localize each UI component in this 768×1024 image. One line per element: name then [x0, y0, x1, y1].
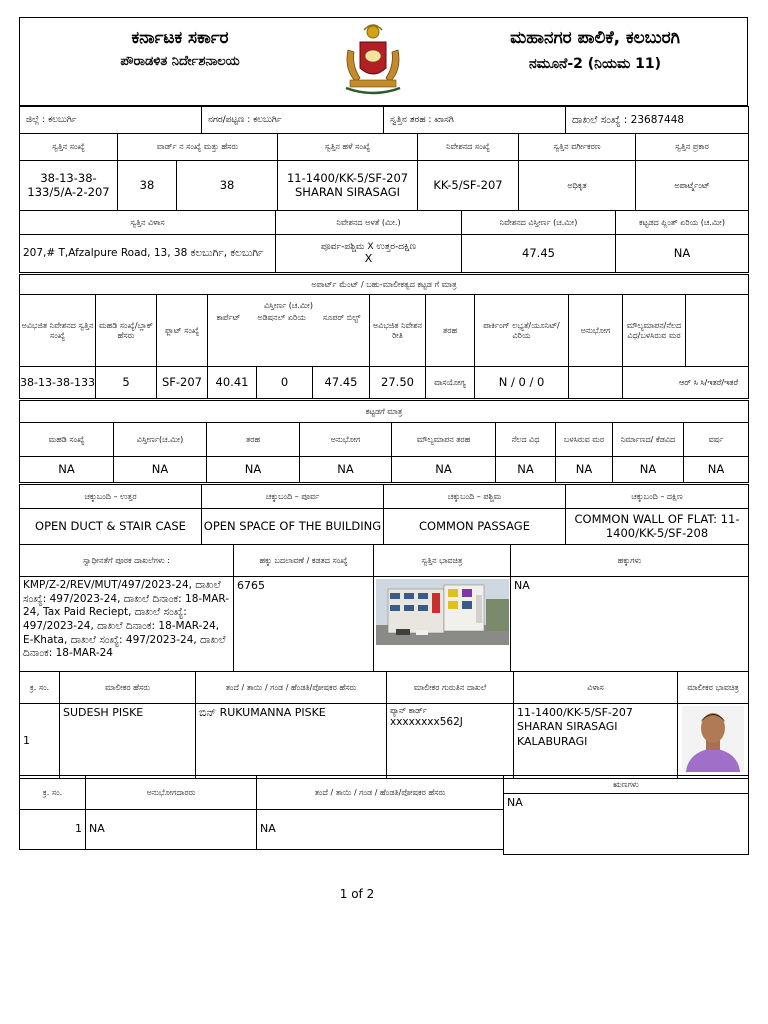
- govt-title: ಕರ್ನಾಟಕ ಸರ್ಕಾರ: [131, 28, 229, 48]
- bldg-header: ಅನುಭೋಗ: [300, 423, 392, 457]
- doc-number-cell: ದಾಖಲೆ ಸಂಖ್ಯೆ : 23687448: [566, 107, 749, 134]
- apt-header: ತರಹ: [426, 295, 475, 367]
- owner-relation: ಬಿನ್ RUKUMANNA PISKE: [196, 704, 387, 779]
- apt-header-blank: [686, 295, 749, 367]
- bldg-value: NA: [613, 457, 684, 483]
- boundary-south: COMMON WALL OF FLAT: 11-1400/KK-5/SF-208: [566, 509, 749, 545]
- apt-undivided-share: 27.50: [370, 367, 426, 399]
- address-table: [19, 210, 749, 273]
- owner-id: [387, 704, 514, 779]
- owner-name: SUDESH PISKE: [60, 704, 196, 779]
- property-number: 38-13-38-133/5/A-2-207: [20, 161, 118, 211]
- file-number: 6765: [234, 577, 374, 672]
- apt-floor: 5: [96, 367, 157, 399]
- apt-parking: N / 0 / 0: [475, 367, 569, 399]
- property-address: 207,# T,Afzalpure Road, 13, 38 ಕಲಬುರ್ಗಿ, ಕಲಬುರ್ಗಿ: [20, 235, 276, 273]
- owner-id-number: xxxxxxxx562J: [390, 716, 463, 729]
- bldg-value: NA: [392, 457, 496, 483]
- occupant-table: [19, 775, 504, 850]
- dimension-label: ಪೂರ್ವ-ಪಶ್ಚಿಮ X ಉತ್ತರ-ದಕ್ಷಿಣ: [320, 241, 417, 252]
- ward-name: 38: [177, 161, 278, 211]
- boundary-south-header: ಚಕ್ಕುಬಂದಿ – ದಕ್ಷಿಣ: [566, 485, 749, 509]
- apt-flat: SF-207: [157, 367, 208, 399]
- occ-header: ಕ್ರ. ಸಂ.: [20, 776, 86, 810]
- addr-header: ಕಟ್ಟಡದ ಪ್ಲಿಂತ್ ಏರಿಯ (ಚ.ಮೀ): [616, 211, 749, 235]
- site-dimensions: [276, 235, 462, 273]
- bldg-value: NA: [556, 457, 613, 483]
- property-kind: ಅಪಾರ್ಟ್ಮೆಂಟ್: [636, 161, 749, 211]
- bldg-header: ಬಳಸಿರುವ ಮರ: [556, 423, 613, 457]
- bldg-header: ಮಹಡಿ ಸಂಖ್ಯೆ: [20, 423, 114, 457]
- encumbrance-table: [503, 775, 749, 855]
- apt-header: ಅವಿಭಜಿತ ನಿವೇಶನ ರೀತಿ: [370, 295, 426, 367]
- property-type-cell: ಸ್ವತ್ತಿನ ತರಹ : ಖಾಸಗಿ: [384, 107, 566, 134]
- boundary-east-header: ಚಕ್ಕುಬಂದಿ – ಪೂರ್ವ: [202, 485, 384, 509]
- owner-portrait-icon: [682, 706, 744, 772]
- boundary-north: OPEN DUCT & STAIR CASE: [20, 509, 202, 545]
- old-property-number: 11-1400/KK-5/SF-207 SHARAN SIRASAGI: [278, 161, 418, 211]
- apt-superbuilt-label: ಸೂಪರ್ ಬಿಲ್ಟ್: [322, 313, 361, 322]
- docs-header: ಹಕ್ಕು ಬದಲಾವಣೆ / ಕಡತದ ಸಂಖ್ಯೆ: [234, 545, 374, 577]
- bldg-header: ನಿರ್ಮಾಣದ/ ಕೆಡವಿದ: [613, 423, 684, 457]
- apt-header: ಅವಿಭಜಿತ ನಿವೇಶನದ ಸ್ವತ್ತಿನ ಸಂಖ್ಯೆ: [20, 295, 96, 367]
- docs-header: ಸ್ವಾಧೀನತೆಗೆ ಪೂರಕ ದಾಖಲೆಗಳು :: [20, 545, 234, 577]
- addr-header: ನಿವೇಶನದ ವಿಸ್ತೀರ್ಣ (ಚ.ಮೀ): [462, 211, 616, 235]
- boundary-west-header: ಚಕ್ಕುಬಂದಿ – ಪಶ್ಚಿಮ: [384, 485, 566, 509]
- building-photo-icon: [376, 579, 509, 645]
- owner-header: ಮಾಲೀಕರ ಹೆಸರು: [60, 672, 196, 704]
- owner-serial: 1: [20, 704, 60, 779]
- occ-header: ತಂದೆ / ತಾಯಿ / ಗಂಡ / ಹೆಂಡತಿ/ಪೋಷಕರ ಹೆಸರು: [257, 776, 504, 810]
- apt-header: ಮೌಲ್ಯಮಾಪನ/ನೆಲದ ವಿಧ/ಬಳಸಿರುವ ಮರ: [623, 295, 686, 367]
- prop-header: ಸ್ವತ್ತಿನ ಪ್ರಕಾರ: [636, 134, 749, 161]
- bldg-value: NA: [684, 457, 749, 483]
- bldg-value: NA: [300, 457, 392, 483]
- occupant-name: NA: [86, 810, 257, 850]
- boundary-east: OPEN SPACE OF THE BUILDING: [202, 509, 384, 545]
- apt-valuation: ಆರ್ ಸಿ ಸಿ/ಇತರೆ/ಇತರೆ: [623, 367, 749, 399]
- building-title: ಕಟ್ಟಡಗೆ ಮಾತ್ರ: [20, 401, 749, 423]
- owner-header: ವಿಳಾಸ: [514, 672, 678, 704]
- apt-type: ವಾಸಯೋಗ್ಯ: [426, 367, 475, 399]
- bldg-header: ವರ್ಷ: [684, 423, 749, 457]
- bldg-value: NA: [207, 457, 300, 483]
- bldg-value: NA: [496, 457, 556, 483]
- apt-usage: [569, 367, 623, 399]
- apt-undivided-number: 38-13-38-133: [20, 367, 96, 399]
- bldg-header: ನೆಲದ ವಿಧ: [496, 423, 556, 457]
- bldg-header: ವಿಸ್ತೀರ್ಣ(ಚ.ಮೀ): [114, 423, 207, 457]
- prop-header: ಸ್ವತ್ತಿನ ವರ್ಗೀಕರಣ: [519, 134, 636, 161]
- docs-header: ಹಕ್ಕುಗಳು: [511, 545, 749, 577]
- site-number: KK-5/SF-207: [418, 161, 519, 211]
- apt-header: ಫ್ಲಾಟ್ ಸಂಖ್ಯೆ: [157, 295, 208, 367]
- docs-header: ಸ್ವತ್ತಿನ ಭಾವಚಿತ್ರ: [374, 545, 511, 577]
- owner-header: ಮಾಲೀಕರ ಗುರುತಿನ ದಾಖಲೆ: [387, 672, 514, 704]
- owner-table: [19, 671, 749, 779]
- apt-carpet: 40.41: [208, 367, 257, 399]
- encumbrance-header: ಋಣಗಳು: [504, 776, 749, 794]
- apt-additional: 0: [257, 367, 313, 399]
- supporting-documents: KMP/Z-2/REV/MUT/497/2023-24, ದಾಖಲೆ ಸಂಖ್ಯೆ: 497/2023-24, ದಾಖಲೆ ದಿನಾಂಕ: 18-MAR-24, Tax Paid Reciept, ದಾಖಲೆ ಸಂಖ್ಯೆ: 497/2023-24, ದಾಖಲೆ ದಿನಾಂಕ: 18-MAR-24, E-Khata, ದಾಖಲೆ ಸಂಖ್ಯೆ: 497/2023-24, ದಾಖಲೆ ದಿನಾಂಕ: 18-MAR-24: [20, 577, 234, 672]
- property-table: [19, 133, 749, 211]
- bldg-header: ಮೌಲ್ಯಮಾಪನ ತರಹ: [392, 423, 496, 457]
- ward-number: 38: [118, 161, 177, 211]
- occ-header: ಅನುಭೋಗದಾರರು: [86, 776, 257, 810]
- boundary-north-header: ಚಕ್ಕುಬಂದಿ – ಉತ್ತರ: [20, 485, 202, 509]
- boundary-west: COMMON PASSAGE: [384, 509, 566, 545]
- apt-header: ಅನುಭೋಗ: [569, 295, 623, 367]
- apartment-table: [19, 274, 749, 399]
- bldg-value: NA: [114, 457, 207, 483]
- dimension-value: X: [364, 251, 373, 265]
- bldg-value: NA: [20, 457, 114, 483]
- apartment-title: ಅಪಾರ್ಟ್ ಮೆಂಟ್ / ಬಹು-ಮಾಲೀಕತ್ವದ ಕಟ್ಟಡ ಗೆ ಮಾತ್ರ: [20, 275, 749, 295]
- owner-header: ಮಾಲೀಕರ ಭಾವಚಿತ್ರ: [678, 672, 749, 704]
- prop-header: ಸ್ವತ್ತಿನ ಹಳೆ ಸಂಖ್ಯೆ: [278, 134, 418, 161]
- owner-id-type: ಪ್ಯಾನ್ ಕಾರ್ಡ್: [390, 706, 427, 715]
- apt-header: ಮಹಡಿ ಸಂಖ್ಯೆ/ಬ್ಲಾಕ್ ಹೆಸರು: [96, 295, 157, 367]
- addr-header: ನಿವೇಶನದ ಅಳತೆ (ಮೀ.): [276, 211, 462, 235]
- prop-header: ವಾರ್ಡ್ ನ ಸಂಖ್ಯೆ ಮತ್ತು ಹೆಸರು: [118, 134, 278, 161]
- addr-header: ಸ್ವತ್ತಿನ ವಿಳಾಸ: [20, 211, 276, 235]
- site-area: 47.45: [462, 235, 616, 273]
- property-photo: [374, 577, 511, 672]
- apt-area-header: [208, 295, 370, 367]
- apt-additional-label: ಅಡಿಷನಲ್ ಏರಿಯ: [257, 313, 306, 322]
- occupant-relation: NA: [257, 810, 504, 850]
- prop-header: ನಿವೇಶನದ ಸಂಖ್ಯೆ: [418, 134, 519, 161]
- corporation-title: ಮಹಾನಗರ ಪಾಲಿಕೆ, ಕಲಬುರಗಿ: [510, 28, 680, 48]
- district-cell: ಜಿಲ್ಲೆ : ಕಲಬುರ್ಗಿ: [20, 107, 202, 134]
- directorate-title: ಪೌರಾಡಳಿತ ನಿರ್ದೇಶನಾಲಯ: [120, 54, 240, 69]
- owner-header: ತಂದೆ / ತಾಯಿ / ಗಂಡ / ಹೆಂಡತಿ/ಪೋಷಕರ ಹೆಸರು: [196, 672, 387, 704]
- karnataka-emblem-icon: [338, 20, 408, 96]
- prop-header: ಸ್ವತ್ತಿನ ಸಂಖ್ಯೆ: [20, 134, 118, 161]
- plinth-area: NA: [616, 235, 749, 273]
- owner-photo: [678, 704, 749, 779]
- apt-superbuilt: 47.45: [313, 367, 370, 399]
- documents-table: [19, 544, 749, 672]
- rights-value: NA: [511, 577, 749, 672]
- occupant-serial: 1: [20, 810, 86, 850]
- boundaries-table: [19, 484, 749, 545]
- bldg-header: ತರಹ: [207, 423, 300, 457]
- town-cell: ನಗರ/ಪಟ್ಟಣ : ಕಲಬುರ್ಗಿ: [202, 107, 384, 134]
- owner-address: 11-1400/KK-5/SF-207 SHARAN SIRASAGI KALABURAGI: [514, 704, 678, 779]
- owner-header: ಕ್ರ. ಸಂ.: [20, 672, 60, 704]
- apt-header: ಪಾರ್ಕಿಂಗ್ ಲಭ್ಯತೆ/ಯೂನಿಟ್/ವಿರಿಯ: [475, 295, 569, 367]
- summary-row: [19, 106, 749, 134]
- encumbrance-value: NA: [504, 794, 749, 855]
- form-title: ನಮೂನೆ-2 (ನಿಯಮ 11): [528, 56, 662, 72]
- apt-carpet-label: ಕಾರ್ಪೆಟ್: [216, 313, 241, 322]
- apt-area-title: ವಿಸ್ತೀರ್ಣ (ಚ.ಮೀ): [264, 301, 313, 310]
- page-number: 1 of 2: [339, 887, 375, 901]
- building-table: [19, 400, 749, 483]
- classification: ಅಧಿಕೃತ: [519, 161, 636, 211]
